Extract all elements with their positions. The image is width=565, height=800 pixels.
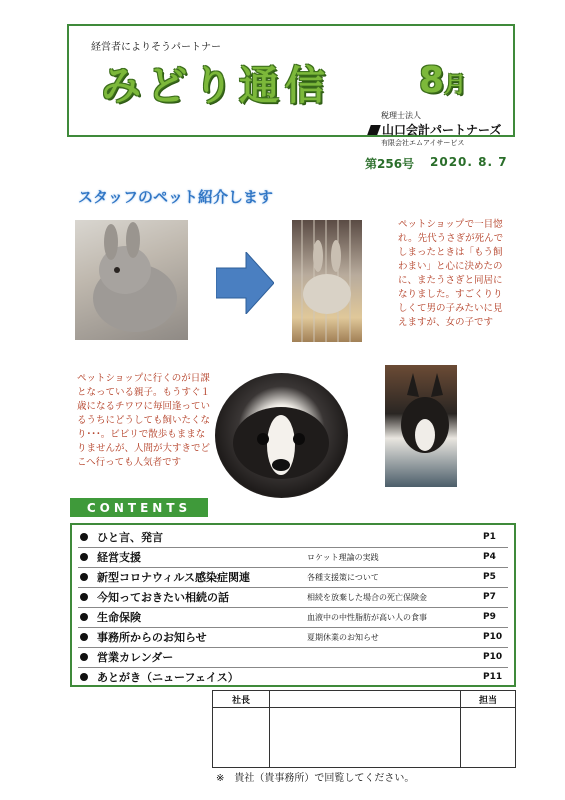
- chihuahua-body-illustration: [385, 365, 457, 487]
- chihuahua-face-illustration: [215, 373, 348, 498]
- contents-list: [70, 523, 516, 687]
- pet-section-title: スタッフのペット紹介します: [78, 188, 274, 206]
- contents-item-page: P1: [483, 532, 496, 542]
- staff-stamp-cell: [460, 691, 515, 767]
- staff-label: 担当: [478, 696, 497, 706]
- newsletter-title: みどり通信: [101, 62, 331, 109]
- arrow-right-icon: [216, 252, 274, 314]
- rabbit-in-cage-illustration: [292, 220, 362, 342]
- contents-item-subtitle: 夏期休業のお知らせ: [307, 632, 379, 642]
- contents-row: [78, 647, 508, 668]
- chihuahua-sofa-photo: [385, 365, 457, 487]
- circulation-note: ※ 貴社（貴事務所）で回覧してください。: [216, 773, 415, 784]
- bullet-icon: [80, 593, 88, 601]
- contents-item-page: P4: [483, 552, 496, 562]
- bullet-icon: [80, 573, 88, 581]
- contents-row: [78, 627, 508, 648]
- contents-item-title: 営業カレンダー: [97, 651, 174, 664]
- rabbit-photo-previous: [75, 220, 188, 340]
- firm-name-row: [369, 121, 509, 138]
- contents-row: [78, 527, 508, 548]
- contents-item-page: P11: [483, 672, 503, 682]
- firm-role: 税理士法人: [381, 111, 421, 120]
- month-number: 8: [419, 60, 445, 101]
- contents-item-page: P7: [483, 592, 496, 602]
- contents-item-subtitle: 血液中の中性脂肪が高い人の食事: [307, 612, 427, 622]
- contents-item-page: P9: [483, 612, 496, 622]
- issue-date: 2020. 8. 7: [430, 155, 508, 169]
- bullet-icon: [80, 613, 88, 621]
- contents-item-subtitle: ロケット理論の実践: [307, 552, 379, 562]
- rabbit-photo-current: [292, 220, 362, 342]
- contents-banner: CONTENTS: [70, 498, 208, 517]
- contents-row: [78, 547, 508, 568]
- chihuahua-story-text: ペットショップに行くのが日課となっている親子。もうすぐ１歳になるチワワに毎回逢っているうちにどうしても飼いたくなり･･･。ビビリで散歩もままなりませんが、人間が大すきでどこへ行っても人気者です: [77, 373, 211, 468]
- contents-item-page: P5: [483, 572, 496, 582]
- president-stamp-cell: [213, 691, 270, 767]
- rabbit-story-text: ペットショップで一目惚れ。先代うさぎが死んでしまったときは「もう飼わまい」と心に決めたのに、またうさぎと同居になりました。すごくりりしくて男の子みたいに見えますが、女の子です: [398, 219, 504, 328]
- contents-item-title: 今知っておきたい相続の話: [97, 591, 229, 604]
- firm-logo-icon: [367, 125, 381, 135]
- issue-number: 第256号: [365, 157, 415, 171]
- firm-name: 山口会計パートナーズ: [382, 123, 502, 137]
- contents-item-title: あとがき（ニューフェイス）: [97, 671, 239, 684]
- firm-subsidiary: 有限会社エムアイサービス: [381, 139, 465, 147]
- contents-item-title: 新型コロナウィルス感染症関連: [97, 571, 251, 584]
- contents-row: [78, 567, 508, 588]
- chihuahua-closeup-photo: [215, 373, 348, 498]
- firm-block: [369, 110, 509, 148]
- contents-row: [78, 607, 508, 628]
- bullet-icon: [80, 653, 88, 661]
- president-label: 社長: [231, 696, 250, 706]
- contents-item-page: P10: [483, 632, 503, 642]
- contents-row: [78, 667, 508, 687]
- contents-item-title: 生命保険: [97, 611, 141, 624]
- masthead: [67, 24, 515, 147]
- contents-item-page: P10: [483, 652, 503, 662]
- contents-item-title: ひと言、発言: [97, 531, 163, 544]
- issue-month: [419, 60, 466, 101]
- contents-item-title: 経営支援: [97, 551, 141, 564]
- month-kanji: 月: [444, 73, 467, 98]
- contents-item-title: 事務所からのお知らせ: [97, 631, 207, 644]
- rabbit-illustration: [75, 220, 188, 340]
- contents-row: [78, 587, 508, 608]
- contents-item-subtitle: 各種支援策について: [307, 572, 379, 582]
- contents-item-subtitle: 相続を放棄した場合の死亡保険金: [307, 592, 427, 602]
- bullet-icon: [80, 553, 88, 561]
- bullet-icon: [80, 533, 88, 541]
- approval-stamp-box: [212, 690, 516, 768]
- tagline: 経営者によりそうパートナー: [91, 42, 221, 53]
- bullet-icon: [80, 633, 88, 641]
- bullet-icon: [80, 673, 88, 681]
